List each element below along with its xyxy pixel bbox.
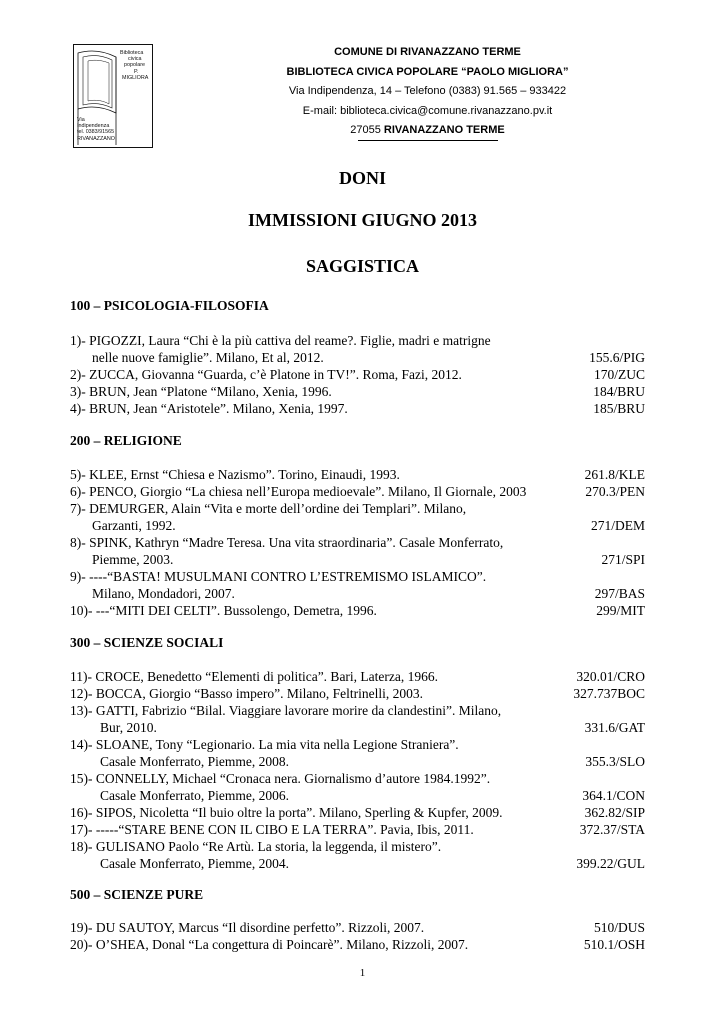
list-item: Garzanti, 1992. 271/DEM — [92, 518, 645, 533]
logo-address: Via Indipendenza tel. 0383/91565 RIVANAZZANO — [77, 117, 115, 142]
list-item: Casale Monferrato, Piemme, 2004. 399.22/GUL — [100, 856, 645, 871]
list-item: 20)- O’SHEA, Donal “La congettura di Poincarè”. Milano, Rizzoli, 2007. 510.1/OSH — [70, 937, 645, 952]
call-number: 510/DUS — [593, 920, 645, 935]
entries-500 — [70, 919, 645, 953]
call-number: 184/BRU — [593, 384, 645, 399]
list-item: Bur, 2010. 331.6/GAT — [100, 720, 645, 735]
list-item: 3)- BRUN, Jean “Platone “Milano, Xenia, 1996. 184/BRU — [70, 384, 645, 399]
header-library-name: BIBLIOTECA CIVICA POPOLARE “PAOLO MIGLIORA” — [286, 65, 569, 78]
list-item: 15)- CONNELLY, Michael “Cronaca nera. Giornalismo d’autore 1984.1992”. — [70, 771, 491, 786]
call-number: 399.22/GUL — [576, 856, 645, 871]
call-number: 355.3/SLO — [585, 754, 645, 769]
entries-300 — [70, 668, 645, 872]
entries-100 — [70, 332, 645, 417]
list-item: 2)- ZUCCA, Giovanna “Guarda, c’è Platone in TV!”. Roma, Fazi, 2012. 170/ZUC — [70, 367, 645, 382]
header-city: 27055 RIVANAZZANO TERME — [350, 124, 505, 136]
list-item: nelle nuove famiglie”. Milano, Et al, 2012. 155.6/PIG — [92, 350, 645, 365]
call-number: 297/BAS — [594, 586, 645, 601]
call-number: 372.37/STA — [579, 822, 645, 837]
call-number: 327.737BOC — [573, 686, 645, 701]
call-number: 331.6/GAT — [584, 720, 645, 735]
list-item: 14)- SLOANE, Tony “Legionario. La mia vita nella Legione Straniera”. — [70, 737, 459, 752]
call-number: 271/DEM — [591, 518, 645, 533]
section-heading-100: 100 – PSICOLOGIA-FILOSOFIA — [70, 298, 269, 313]
list-item: Casale Monferrato, Piemme, 2008. 355.3/SLO — [100, 754, 645, 769]
page-number: 1 — [359, 967, 366, 979]
header-email: E-mail: biblioteca.civica@comune.rivanazzano.pv.it — [302, 104, 553, 117]
list-item: 13)- GATTI, Fabrizio “Bilal. Viaggiare lavorare morire da clandestini”. Milano, — [70, 703, 502, 718]
list-item: 16)- SIPOS, Nicoletta “Il buio oltre la porta”. Milano, Sperling & Kupfer, 2009. 362.82/SIP — [70, 805, 645, 820]
list-item: 8)- SPINK, Kathryn “Madre Teresa. Una vita straordinaria”. Casale Monferrato, — [70, 535, 504, 550]
entries-200 — [70, 466, 645, 619]
call-number: 271/SPI — [601, 552, 645, 567]
header-municipality: COMUNE DI RIVANAZZANO TERME — [334, 46, 521, 58]
list-item: 19)- DU SAUTOY, Marcus “Il disordine perfetto”. Rizzoli, 2007. 510/DUS — [70, 920, 645, 935]
header-address: Via Indipendenza, 14 – Telefono (0383) 91.565 – 933422 — [288, 85, 567, 97]
list-item: Casale Monferrato, Piemme, 2006. 364.1/CON — [100, 788, 645, 803]
call-number: 155.6/PIG — [589, 350, 645, 365]
list-item: Piemme, 2003. 271/SPI — [92, 552, 645, 567]
call-number: 510.1/OSH — [583, 937, 645, 952]
list-item: 6)- PENCO, Giorgio “La chiesa nell’Europa medioevale”. Milano, Il Giornale, 2003 270.3/PEN — [70, 484, 645, 499]
call-number: 364.1/CON — [582, 788, 645, 803]
list-item: 7)- DEMURGER, Alain “Vita e morte dell’ordine dei Templari”. Milano, — [70, 501, 467, 516]
call-number: 320.01/CRO — [576, 669, 645, 684]
list-item: 4)- BRUN, Jean “Aristotele”. Milano, Xenia, 1997. 185/BRU — [70, 401, 645, 416]
list-item: 10)- ---“MITI DEI CELTI”. Bussolengo, Demetra, 1996. 299/MIT — [70, 603, 645, 618]
logo-name: Biblioteca civica popolare P. MIGLIORA — [120, 50, 149, 81]
call-number: 270.3/PEN — [585, 484, 645, 499]
list-item: 11)- CROCE, Benedetto “Elementi di politica”. Bari, Laterza, 1966. 320.01/CRO — [70, 669, 645, 684]
list-item: Milano, Mondadori, 2007. 297/BAS — [92, 586, 645, 601]
title-doni: DONI — [338, 168, 386, 188]
section-heading-200: 200 – RELIGIONE — [70, 433, 182, 448]
list-item: 5)- KLEE, Ernst “Chiesa e Nazismo”. Torino, Einaudi, 1993. 261.8/KLE — [70, 467, 645, 482]
section-heading-300: 300 – SCIENZE SOCIALI — [70, 635, 224, 650]
library-logo — [73, 44, 153, 148]
list-item: 1)- PIGOZZI, Laura “Chi è la più cattiva del reame?. Figlie, madri e matrigne — [70, 333, 491, 348]
call-number: 170/ZUC — [593, 367, 645, 382]
call-number: 185/BRU — [593, 401, 645, 416]
title-saggistica: SAGGISTICA — [305, 256, 420, 276]
section-heading-500: 500 – SCIENZE PURE — [70, 887, 204, 902]
library-header — [250, 43, 605, 141]
call-number: 261.8/KLE — [584, 467, 645, 482]
call-number: 299/MIT — [596, 603, 645, 618]
list-item: 17)- -----“STARE BENE CON IL CIBO E LA TERRA”. Pavia, Ibis, 2011. 372.37/STA — [70, 822, 645, 837]
list-item: 18)- GULISANO Paolo “Re Artù. La storia, la leggenda, il mistero”. — [70, 839, 442, 854]
title-immissioni: IMMISSIONI GIUGNO 2013 — [247, 210, 478, 230]
list-item: 12)- BOCCA, Giorgio “Basso impero”. Milano, Feltrinelli, 2003. 327.737BOC — [70, 686, 645, 701]
list-item: 9)- ----“BASTA! MUSULMANI CONTRO L’ESTREMISMO ISLAMICO”. — [70, 569, 487, 584]
call-number: 362.82/SIP — [584, 805, 645, 820]
